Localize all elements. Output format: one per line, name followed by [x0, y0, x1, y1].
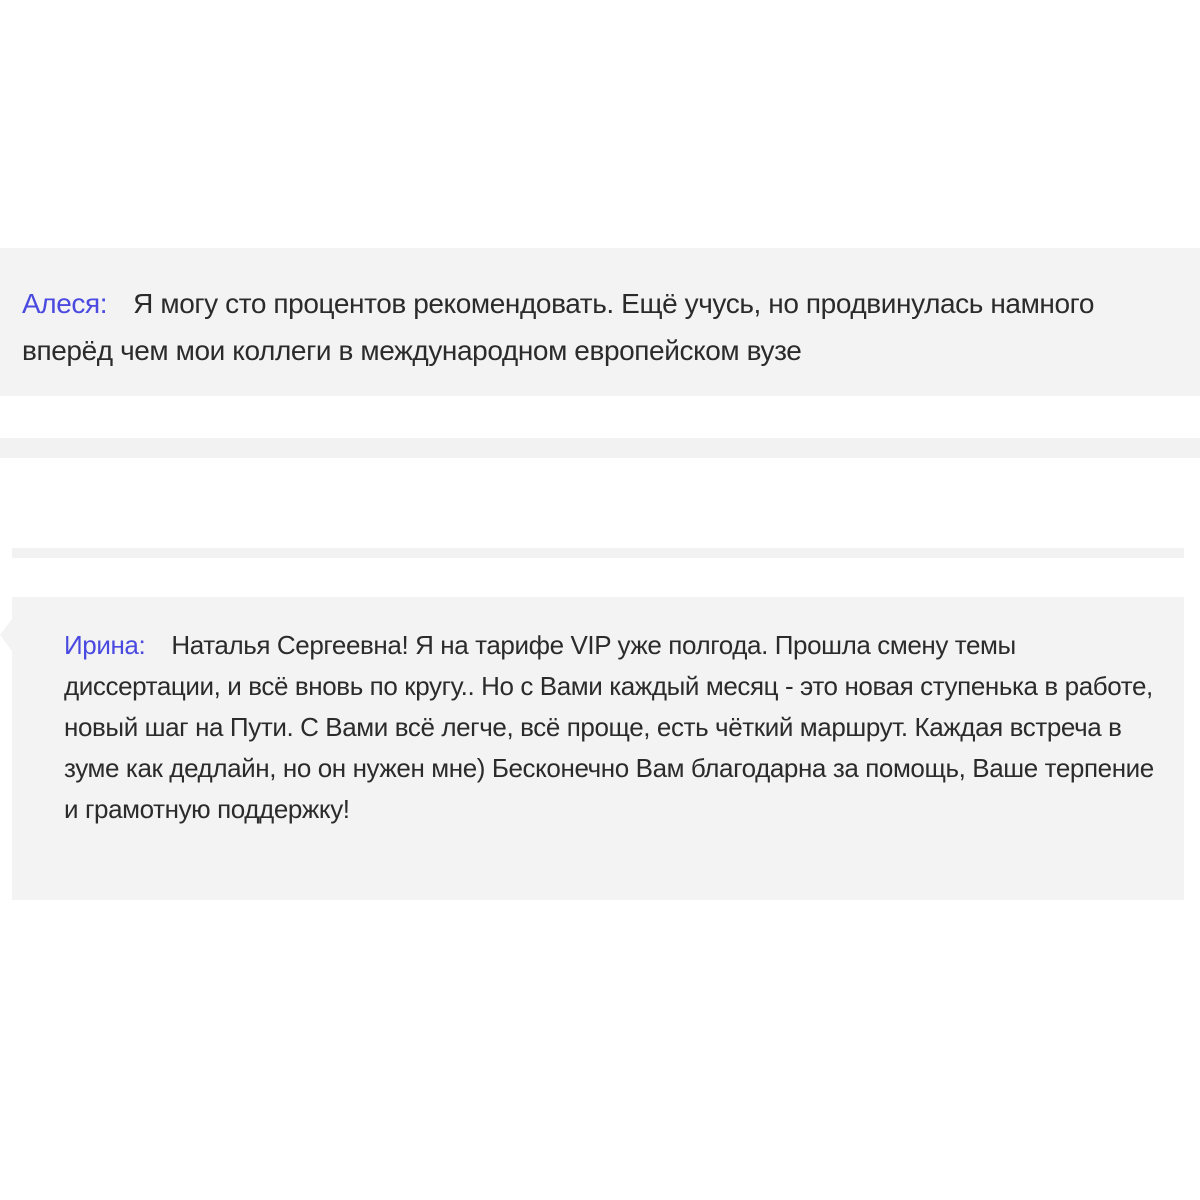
comment-text: Я могу сто процентов рекомендовать. Ещё учусь, но продвинулась намного вперёд чем мои коллеги в международном европейском вузе: [22, 288, 1095, 366]
divider: [0, 438, 1200, 458]
comment-card: [12, 597, 1184, 900]
speech-bubble-tail-icon: [0, 619, 12, 651]
comment-text: Наталья Сергеевна! Я на тарифе VIP уже полгода. Прошла смену темы диссертации, и всё вновь по кругу.. Но с Вами каждый месяц - это новая ступенька в работе, новый шаг на Пути. С Вами всё легче, всё проще, есть чёткий маршрут. Каждая встреча в зуме как дедлайн, но он нужен мне) Бесконечно Вам благодарна за помощь, Ваше терпение и грамотную поддержку!: [64, 630, 1154, 824]
divider: [12, 548, 1184, 558]
comment-card: [0, 248, 1200, 396]
comment-author: Алеся:: [22, 288, 108, 319]
comment-body: [22, 280, 1186, 374]
comment-body: [64, 625, 1164, 830]
comment-author: Ирина:: [64, 630, 146, 660]
